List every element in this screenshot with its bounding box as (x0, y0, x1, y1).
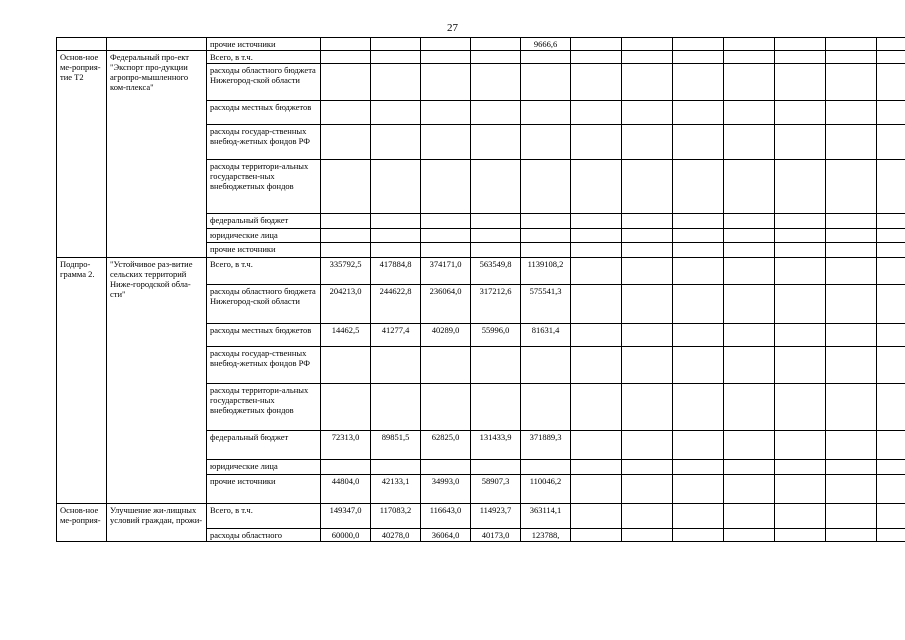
value-cell (471, 243, 521, 258)
value-cell (421, 243, 471, 258)
value-cell (622, 431, 673, 460)
value-cell (571, 460, 622, 475)
value-cell (724, 431, 775, 460)
value-cell (571, 125, 622, 160)
funding-source-cell: расходы территори-альных государствен-ных внебюджетных фондов (207, 160, 321, 214)
group-name-cell: "Устойчивое раз-витие сельских территорий Ниже-городской обла-сти" (107, 258, 207, 504)
value-cell (571, 101, 622, 125)
value-cell (571, 431, 622, 460)
value-cell (622, 475, 673, 504)
value-cell (571, 475, 622, 504)
value-cell (471, 160, 521, 214)
value-cell (622, 243, 673, 258)
value-cell (371, 347, 421, 384)
budget-table (56, 37, 905, 542)
value-cell (371, 243, 421, 258)
value-cell (673, 160, 724, 214)
funding-source-cell: федеральный бюджет (207, 431, 321, 460)
value-cell (724, 38, 775, 51)
value-cell: 374171,0 (421, 258, 471, 285)
value-cell (321, 214, 371, 229)
value-cell (775, 243, 826, 258)
value-cell (571, 324, 622, 347)
funding-source-cell: Всего, в т.ч. (207, 504, 321, 529)
funding-source-cell: Всего, в т.ч. (207, 51, 321, 64)
value-cell (877, 38, 905, 51)
value-cell (673, 460, 724, 475)
value-cell (421, 64, 471, 101)
value-cell (826, 229, 877, 243)
value-cell (571, 214, 622, 229)
value-cell (673, 324, 724, 347)
value-cell (471, 384, 521, 431)
value-cell (571, 285, 622, 324)
group-category-cell: Основ-ное ме-роприя-тие Т2 (57, 51, 107, 258)
funding-source-cell: прочие источники (207, 475, 321, 504)
value-cell (775, 229, 826, 243)
value-cell: 236064,0 (421, 285, 471, 324)
funding-source-cell: расходы местных бюджетов (207, 101, 321, 125)
value-cell (521, 64, 571, 101)
value-cell (775, 51, 826, 64)
value-cell (521, 229, 571, 243)
value-cell (471, 214, 521, 229)
value-cell (622, 51, 673, 64)
value-cell (371, 64, 421, 101)
value-cell (421, 347, 471, 384)
value-cell (673, 475, 724, 504)
value-cell (775, 214, 826, 229)
value-cell (724, 64, 775, 101)
value-cell (826, 101, 877, 125)
value-cell (471, 460, 521, 475)
value-cell: 40173,0 (471, 529, 521, 542)
value-cell (826, 475, 877, 504)
value-cell (826, 431, 877, 460)
value-cell (321, 101, 371, 125)
value-cell: 123788, (521, 529, 571, 542)
value-cell (321, 243, 371, 258)
value-cell (622, 347, 673, 384)
value-cell (775, 101, 826, 125)
funding-source-cell: прочие источники (207, 38, 321, 51)
value-cell (371, 229, 421, 243)
value-cell (521, 243, 571, 258)
value-cell (421, 460, 471, 475)
value-cell: 563549,8 (471, 258, 521, 285)
value-cell: 317212,6 (471, 285, 521, 324)
value-cell (877, 529, 905, 542)
value-cell (724, 160, 775, 214)
value-cell (724, 125, 775, 160)
value-cell: 371889,3 (521, 431, 571, 460)
value-cell (622, 160, 673, 214)
value-cell (673, 347, 724, 384)
value-cell (622, 101, 673, 125)
funding-source-cell: расходы областного бюджета Нижегород-ской области (207, 64, 321, 101)
value-cell (471, 229, 521, 243)
value-cell: 58907,3 (471, 475, 521, 504)
funding-source-cell: прочие источники (207, 243, 321, 258)
value-cell (775, 324, 826, 347)
value-cell (622, 125, 673, 160)
value-cell: 44804,0 (321, 475, 371, 504)
value-cell (877, 160, 905, 214)
value-cell: 117083,2 (371, 504, 421, 529)
value-cell (724, 101, 775, 125)
value-cell (321, 460, 371, 475)
value-cell: 60000,0 (321, 529, 371, 542)
group-category-cell: Основ-ное ме-роприя- (57, 504, 107, 542)
value-cell (321, 229, 371, 243)
group-name-cell (107, 38, 207, 51)
value-cell (321, 38, 371, 51)
value-cell (471, 38, 521, 51)
value-cell (571, 504, 622, 529)
value-cell (371, 38, 421, 51)
value-cell: 1139108,2 (521, 258, 571, 285)
table-row (57, 38, 905, 51)
value-cell: 72313,0 (321, 431, 371, 460)
value-cell: 81631,4 (521, 324, 571, 347)
value-cell: 363114,1 (521, 504, 571, 529)
funding-source-cell: расходы государ-ственных внебюд-жетных фондов РФ (207, 347, 321, 384)
value-cell (724, 243, 775, 258)
value-cell (521, 384, 571, 431)
value-cell (724, 51, 775, 64)
value-cell (673, 214, 724, 229)
value-cell (622, 384, 673, 431)
value-cell: 36064,0 (421, 529, 471, 542)
value-cell (571, 347, 622, 384)
value-cell (371, 101, 421, 125)
value-cell (321, 160, 371, 214)
group-category-cell: Подпро-грамма 2. (57, 258, 107, 504)
value-cell (571, 38, 622, 51)
funding-source-cell: юридические лица (207, 229, 321, 243)
value-cell (826, 347, 877, 384)
value-cell: 55996,0 (471, 324, 521, 347)
value-cell (826, 125, 877, 160)
value-cell (775, 431, 826, 460)
value-cell (622, 38, 673, 51)
value-cell: 41277,4 (371, 324, 421, 347)
funding-source-cell: расходы областного бюджета Нижегород-ской области (207, 285, 321, 324)
value-cell (775, 160, 826, 214)
value-cell (877, 229, 905, 243)
value-cell: 89851,5 (371, 431, 421, 460)
value-cell (826, 285, 877, 324)
value-cell: 14462,5 (321, 324, 371, 347)
value-cell: 40278,0 (371, 529, 421, 542)
value-cell (673, 258, 724, 285)
value-cell (421, 160, 471, 214)
value-cell (321, 347, 371, 384)
value-cell (724, 460, 775, 475)
value-cell: 149347,0 (321, 504, 371, 529)
value-cell (521, 214, 571, 229)
value-cell (826, 324, 877, 347)
table-row (57, 258, 905, 285)
value-cell (521, 347, 571, 384)
value-cell (826, 243, 877, 258)
value-cell (673, 384, 724, 431)
value-cell (877, 125, 905, 160)
value-cell (421, 38, 471, 51)
value-cell (775, 529, 826, 542)
funding-source-cell: Всего, в т.ч. (207, 258, 321, 285)
value-cell (622, 258, 673, 285)
value-cell (673, 504, 724, 529)
value-cell: 131433,9 (471, 431, 521, 460)
value-cell (673, 285, 724, 324)
value-cell (673, 529, 724, 542)
value-cell (571, 51, 622, 64)
value-cell (877, 347, 905, 384)
value-cell (571, 160, 622, 214)
value-cell (775, 38, 826, 51)
group-name-cell: Федеральный про-ект "Экспорт про-дукции агропро-мышленного ком-плекса" (107, 51, 207, 258)
group-name-cell: Улучшение жи-лищных условий граждан, прожи- (107, 504, 207, 542)
value-cell (724, 324, 775, 347)
value-cell (622, 460, 673, 475)
value-cell (321, 125, 371, 160)
value-cell (826, 214, 877, 229)
value-cell (826, 64, 877, 101)
value-cell (877, 64, 905, 101)
value-cell (471, 125, 521, 160)
value-cell (775, 384, 826, 431)
value-cell (571, 258, 622, 285)
table-row (57, 504, 905, 529)
page-number: 27 (447, 22, 458, 34)
value-cell (877, 243, 905, 258)
funding-source-cell: расходы местных бюджетов (207, 324, 321, 347)
value-cell (673, 125, 724, 160)
value-cell (471, 101, 521, 125)
value-cell (826, 504, 877, 529)
funding-source-cell: расходы территори-альных государствен-ных внебюджетных фондов (207, 384, 321, 431)
value-cell (571, 529, 622, 542)
value-cell: 417884,8 (371, 258, 421, 285)
value-cell: 42133,1 (371, 475, 421, 504)
value-cell (321, 51, 371, 64)
value-cell (321, 384, 371, 431)
value-cell (673, 243, 724, 258)
value-cell (471, 64, 521, 101)
value-cell (521, 460, 571, 475)
value-cell (371, 214, 421, 229)
value-cell (724, 258, 775, 285)
value-cell (622, 214, 673, 229)
value-cell (421, 229, 471, 243)
value-cell (421, 214, 471, 229)
value-cell (775, 125, 826, 160)
value-cell (724, 229, 775, 243)
value-cell (371, 51, 421, 64)
value-cell (673, 431, 724, 460)
value-cell: 335792,5 (321, 258, 371, 285)
value-cell: 62825,0 (421, 431, 471, 460)
funding-source-cell: федеральный бюджет (207, 214, 321, 229)
value-cell (521, 125, 571, 160)
value-cell: 244622,8 (371, 285, 421, 324)
value-cell (877, 384, 905, 431)
value-cell (826, 384, 877, 431)
value-cell: 34993,0 (421, 475, 471, 504)
value-cell (622, 529, 673, 542)
value-cell (877, 431, 905, 460)
value-cell (471, 347, 521, 384)
value-cell (826, 460, 877, 475)
value-cell (877, 258, 905, 285)
value-cell (371, 384, 421, 431)
value-cell (877, 504, 905, 529)
value-cell: 575541,3 (521, 285, 571, 324)
value-cell (521, 51, 571, 64)
group-category-cell (57, 38, 107, 51)
value-cell (421, 101, 471, 125)
value-cell (371, 460, 421, 475)
value-cell (421, 125, 471, 160)
value-cell (775, 460, 826, 475)
funding-source-cell: расходы областного (207, 529, 321, 542)
value-cell (571, 243, 622, 258)
value-cell (622, 504, 673, 529)
value-cell (673, 101, 724, 125)
table-row (57, 51, 905, 64)
value-cell (571, 229, 622, 243)
value-cell (673, 51, 724, 64)
value-cell (622, 64, 673, 101)
value-cell (877, 475, 905, 504)
value-cell (724, 504, 775, 529)
value-cell (622, 285, 673, 324)
value-cell (775, 258, 826, 285)
value-cell (775, 504, 826, 529)
value-cell (826, 529, 877, 542)
value-cell (571, 384, 622, 431)
value-cell: 204213,0 (321, 285, 371, 324)
value-cell (421, 384, 471, 431)
value-cell (877, 324, 905, 347)
value-cell (826, 38, 877, 51)
value-cell (877, 101, 905, 125)
value-cell (775, 475, 826, 504)
funding-source-cell: юридические лица (207, 460, 321, 475)
value-cell (724, 214, 775, 229)
value-cell (673, 229, 724, 243)
value-cell (521, 101, 571, 125)
value-cell (673, 38, 724, 51)
value-cell (471, 51, 521, 64)
value-cell (877, 285, 905, 324)
value-cell (877, 214, 905, 229)
value-cell (775, 285, 826, 324)
value-cell (724, 347, 775, 384)
value-cell (877, 460, 905, 475)
value-cell (775, 347, 826, 384)
value-cell: 40289,0 (421, 324, 471, 347)
funding-source-cell: расходы государ-ственных внебюд-жетных фондов РФ (207, 125, 321, 160)
value-cell (521, 160, 571, 214)
value-cell (673, 64, 724, 101)
value-cell (775, 64, 826, 101)
value-cell (724, 384, 775, 431)
value-cell (371, 125, 421, 160)
value-cell (622, 229, 673, 243)
value-cell (724, 529, 775, 542)
value-cell: 110046,2 (521, 475, 571, 504)
value-cell: 116643,0 (421, 504, 471, 529)
value-cell (724, 285, 775, 324)
value-cell (371, 160, 421, 214)
value-cell (622, 324, 673, 347)
value-cell (826, 258, 877, 285)
value-cell (321, 64, 371, 101)
value-cell (421, 51, 471, 64)
value-cell (571, 64, 622, 101)
value-cell (724, 475, 775, 504)
value-cell (826, 160, 877, 214)
value-cell (877, 51, 905, 64)
value-cell (826, 51, 877, 64)
value-cell: 114923,7 (471, 504, 521, 529)
value-cell: 9666,6 (521, 38, 571, 51)
